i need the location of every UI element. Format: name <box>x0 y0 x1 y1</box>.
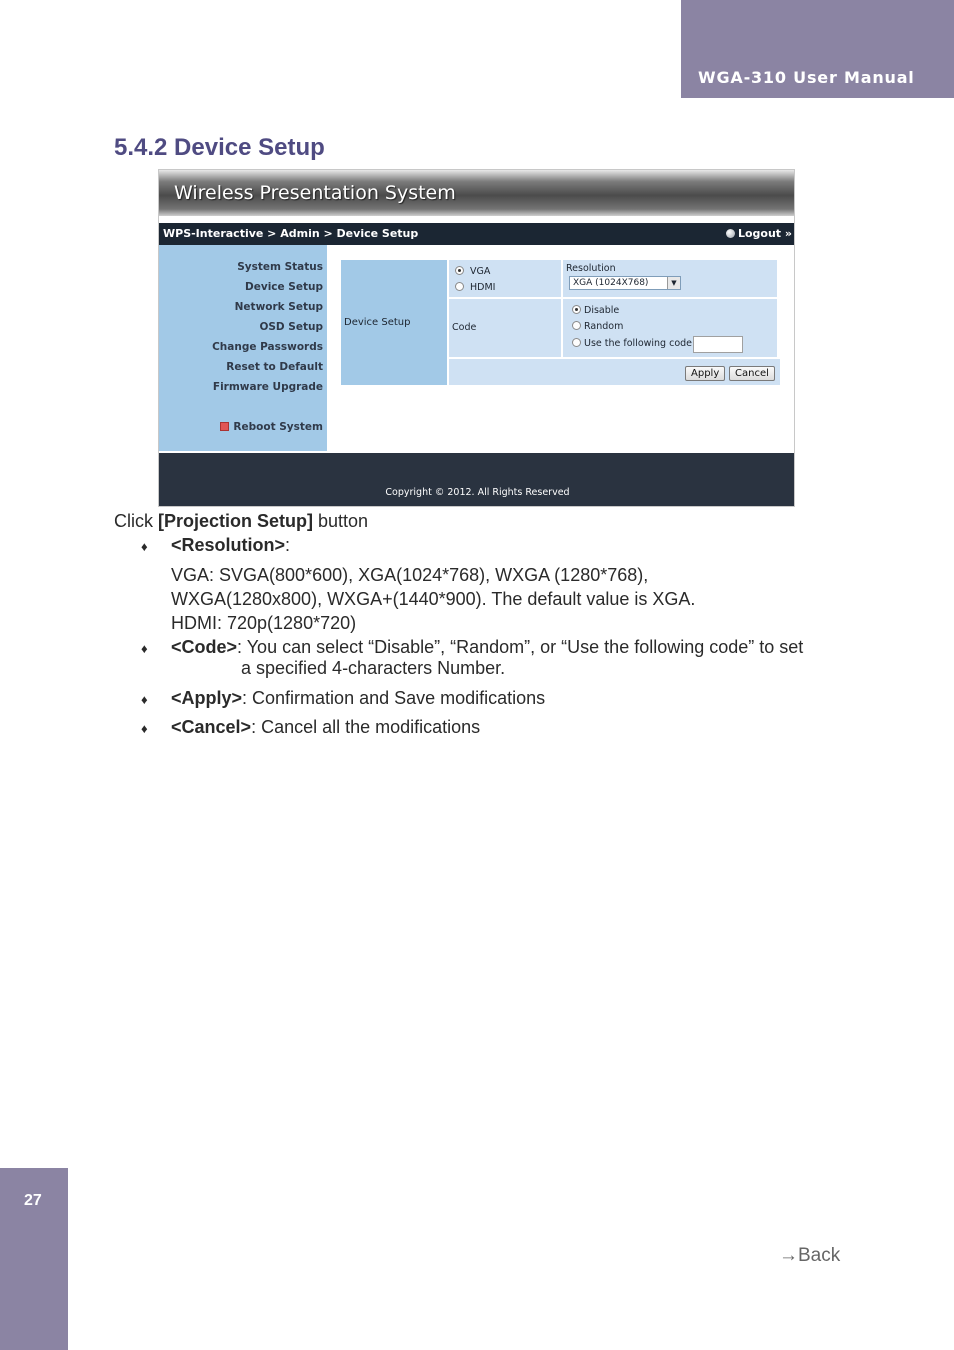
apply-desc: : Confirmation and Save modifications <box>242 688 546 708</box>
bullet-icon: ♦ <box>141 692 148 707</box>
intro-post: button <box>313 511 369 531</box>
code-random-radio[interactable] <box>572 321 581 330</box>
panel-label: Device Setup <box>344 317 411 328</box>
page-number-tab <box>0 1168 68 1350</box>
output-cell <box>449 260 561 297</box>
sidebar-item-system-status[interactable]: System Status <box>237 261 323 273</box>
sidebar <box>159 245 327 451</box>
sidebar-item-osd-setup[interactable]: OSD Setup <box>259 321 323 333</box>
sidebar-item-reset-to-default[interactable]: Reset to Default <box>226 361 323 373</box>
cancel-desc: : Cancel all the modifications <box>251 717 481 737</box>
intro-pre: Click <box>114 511 158 531</box>
bullet-icon: ♦ <box>141 539 148 554</box>
section-title: 5.4.2 Device Setup <box>114 134 325 161</box>
hdmi-line: HDMI: 720p(1280*720) <box>171 613 357 633</box>
vga-label: VGA <box>470 266 491 277</box>
bullet-icon: ♦ <box>141 641 148 656</box>
resolution-label: Resolution <box>566 263 616 274</box>
intro-text <box>114 511 368 532</box>
chevron-down-icon[interactable]: ▼ <box>667 277 680 289</box>
hdmi-radio[interactable] <box>455 282 464 291</box>
apply-term: <Apply> <box>171 688 243 708</box>
vga-line-1: VGA: SVGA(800*600), XGA(1024*768), WXGA (1280*768), <box>171 565 649 585</box>
back-link[interactable]: →Back <box>779 1245 841 1266</box>
code-random-label: Random <box>584 321 624 332</box>
nav-bar <box>159 223 795 245</box>
sidebar-item-change-passwords[interactable]: Change Passwords <box>212 341 323 353</box>
manual-title: WGA-310 User Manual <box>698 68 915 87</box>
intro-bold: [Projection Setup] <box>158 511 314 531</box>
apply-button[interactable]: Apply <box>685 366 725 381</box>
app-banner-title: Wireless Presentation System <box>174 182 456 204</box>
code-label: Code <box>452 322 477 333</box>
hdmi-label: HDMI <box>470 282 496 293</box>
cancel-button[interactable]: Cancel <box>729 366 775 381</box>
vga-line-2: WXGA(1280x800), WXGA+(1440*900). The default value is XGA. <box>171 589 696 609</box>
cancel-item <box>171 717 480 738</box>
button-row <box>449 359 780 385</box>
cancel-term: <Cancel> <box>171 717 252 737</box>
app-banner <box>159 170 795 216</box>
power-icon <box>220 422 229 431</box>
page-number: 27 <box>24 1192 42 1209</box>
code-options-cell <box>563 299 777 357</box>
resolution-select[interactable] <box>569 276 681 290</box>
resolution-term: <Resolution> <box>171 535 286 555</box>
code-item <box>171 637 803 658</box>
sidebar-item-firmware-upgrade[interactable]: Firmware Upgrade <box>212 381 323 393</box>
sidebar-item-device-setup[interactable]: Device Setup <box>245 281 323 293</box>
logout-link[interactable] <box>726 227 792 240</box>
logout-label: Logout » <box>737 227 792 240</box>
code-input[interactable] <box>693 336 743 353</box>
logout-icon <box>726 229 735 238</box>
code-disable-radio[interactable] <box>572 305 581 314</box>
code-disable-label: Disable <box>584 305 620 316</box>
reboot-label: Reboot System <box>233 421 323 433</box>
code-desc-2: a specified 4-characters Number. <box>241 658 506 678</box>
device-setup-screenshot <box>158 169 795 507</box>
vga-radio[interactable] <box>455 266 464 275</box>
app-footer <box>159 453 795 507</box>
breadcrumb: WPS-Interactive > Admin > Device Setup <box>163 227 419 240</box>
panel-label-cell <box>341 260 447 385</box>
resolution-value: XGA (1024X768) <box>573 278 649 288</box>
copyright: Copyright © 2012. All Rights Reserved <box>385 487 570 498</box>
code-term: <Code> <box>171 637 238 657</box>
manual-header-tab <box>681 0 954 98</box>
code-label-cell <box>449 299 561 357</box>
code-desc-1: : You can select “Disable”, “Random”, or “Use the following code” to set <box>237 637 804 657</box>
resolution-cell <box>563 260 777 297</box>
bullet-icon: ♦ <box>141 721 148 736</box>
sidebar-item-network-setup[interactable]: Network Setup <box>234 301 323 313</box>
code-custom-label: Use the following code <box>584 338 693 349</box>
sidebar-item-reboot-system[interactable] <box>220 421 323 433</box>
code-custom-radio[interactable] <box>572 338 581 347</box>
resolution-colon: : <box>285 535 291 555</box>
resolution-item <box>171 535 290 556</box>
apply-item <box>171 688 545 709</box>
